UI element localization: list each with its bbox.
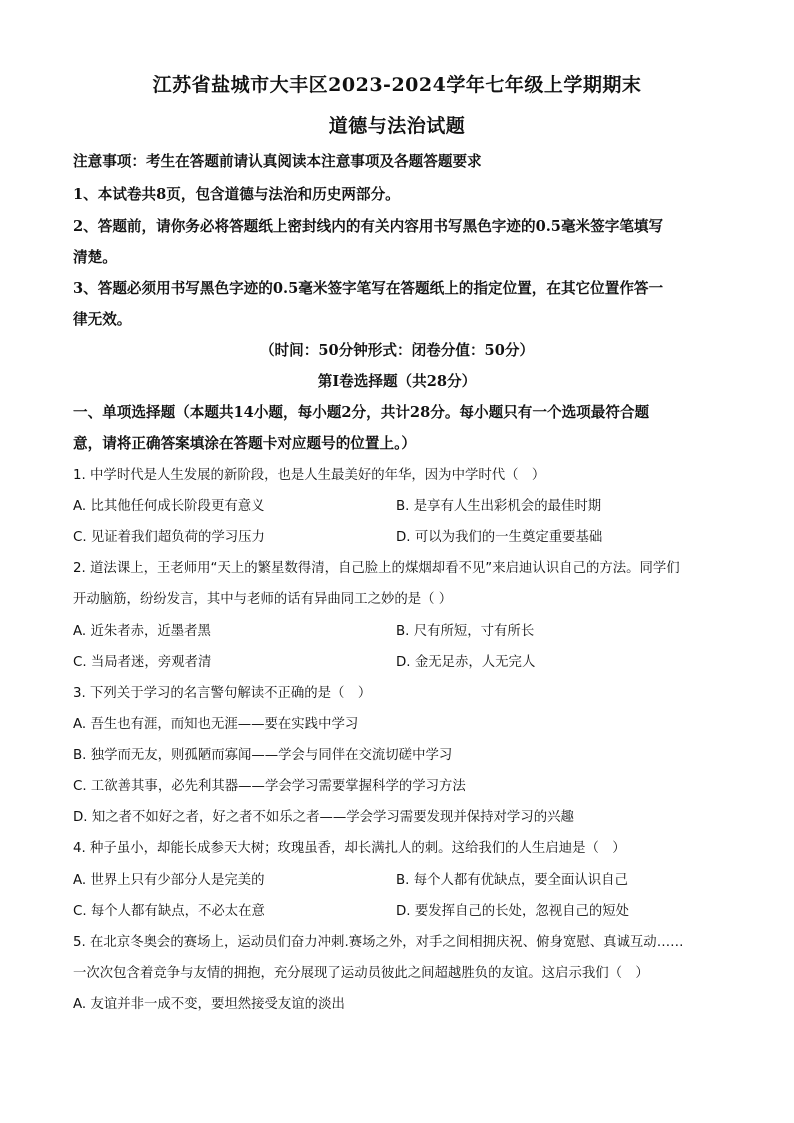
question-2-option-c: C. 当局者迷，旁观者清 — [73, 655, 212, 670]
notice-item-2-cont: 清楚。 — [73, 249, 117, 266]
question-1-option-d: D. 可以为我们的一生奠定重要基础 — [396, 530, 603, 545]
question-2-option-a: A. 近朱者赤，近墨者黑 — [73, 624, 211, 639]
notice-item-3: 3、答题必须用书写黑色字迹的0.5毫米签字笔写在答题纸上的指定位置，在其它位置作答一 — [73, 280, 664, 297]
exam-subtitle: 道德与法治试题 — [328, 115, 466, 137]
exam-title: 江苏省盐城市大丰区2023-2024学年七年级上学期期末 — [152, 74, 642, 96]
question-5-stem-cont: 一次次包含着竞争与友情的拥抱，充分展现了运动员彼此之间超越胜负的友谊。这启示我们（ ） — [73, 966, 649, 981]
notice-heading: 注意事项：考生在答题前请认真阅读本注意事项及各题答题要求 — [73, 153, 482, 170]
exam-info: （时间：50分钟形式：闭卷分值：50分） — [259, 342, 535, 359]
question-2-option-b: B. 尺有所短，寸有所长 — [396, 624, 535, 639]
question-3-stem: 3. 下列关于学习的名言警句解读不正确的是（ ） — [73, 686, 372, 701]
question-4-option-d: D. 要发挥自己的长处，忽视自己的短处 — [396, 904, 630, 919]
question-4-option-a: A. 世界上只有少部分人是完美的 — [73, 873, 265, 888]
question-1-option-c: C. 见证着我们超负荷的学习压力 — [73, 530, 265, 545]
section-title: 第Ⅰ卷选择题（共28分） — [317, 373, 477, 390]
question-2-option-d: D. 金无足赤，人无完人 — [396, 655, 536, 670]
question-4-stem: 4. 种子虽小，却能长成参天大树；玫瑰虽香，却长满扎人的刺。这给我们的人生启迪是（ ） — [73, 841, 626, 856]
question-1-option-a: A. 比其他任何成长阶段更有意义 — [73, 499, 265, 514]
question-3-option-c: C. 工欲善其事，必先利其器——学会学习需要掌握科学的学习方法 — [73, 779, 466, 794]
question-1-option-b: B. 是享有人生出彩机会的最佳时期 — [396, 499, 602, 514]
question-2-stem-cont: 开动脑筋，纷纷发言，其中与老师的话有异曲同工之妙的是（ ） — [73, 592, 453, 607]
question-1-stem: 1. 中学时代是人生发展的新阶段，也是人生最美好的年华，因为中学时代（ ） — [73, 468, 546, 483]
question-5-stem: 5. 在北京冬奥会的赛场上，运动员们奋力冲刺.赛场之外，对手之间相拥庆祝、俯身宽慰、真诚互动…… — [73, 935, 684, 950]
question-5-option-a: A. 友谊并非一成不变，要坦然接受友谊的淡出 — [73, 997, 345, 1012]
question-4-option-c: C. 每个人都有缺点，不必太在意 — [73, 904, 265, 919]
notice-item-1: 1、本试卷共8页，包含道德与法治和历史两部分。 — [73, 186, 400, 203]
question-4-option-b: B. 每个人都有优缺点，要全面认识自己 — [396, 873, 628, 888]
part1-heading: 一、单项选择题（本题共14小题，每小题2分，共计28分。每小题只有一个选项最符合题 — [73, 404, 650, 421]
question-2-stem: 2. 道法课上，王老师用“天上的繁星数得清，自己脸上的煤烟却看不见”来启迪认识自己的方法。同学们 — [73, 561, 680, 576]
question-3-option-b: B. 独学而无友，则孤陋而寡闻——学会与同伴在交流切磋中学习 — [73, 748, 453, 763]
part1-heading-cont: 意，请将正确答案填涂在答题卡对应题号的位置上。） — [73, 435, 416, 452]
notice-item-2: 2、答题前，请你务必将答题纸上密封线内的有关内容用书写黑色字迹的0.5毫米签字笔填写 — [73, 218, 664, 235]
notice-item-3-cont: 律无效。 — [73, 311, 132, 328]
question-3-option-a: A. 吾生也有涯，而知也无涯——要在实践中学习 — [73, 717, 359, 732]
question-3-option-d: D. 知之者不如好之者，好之者不如乐之者——学会学习需要发现并保持对学习的兴趣 — [73, 810, 574, 825]
